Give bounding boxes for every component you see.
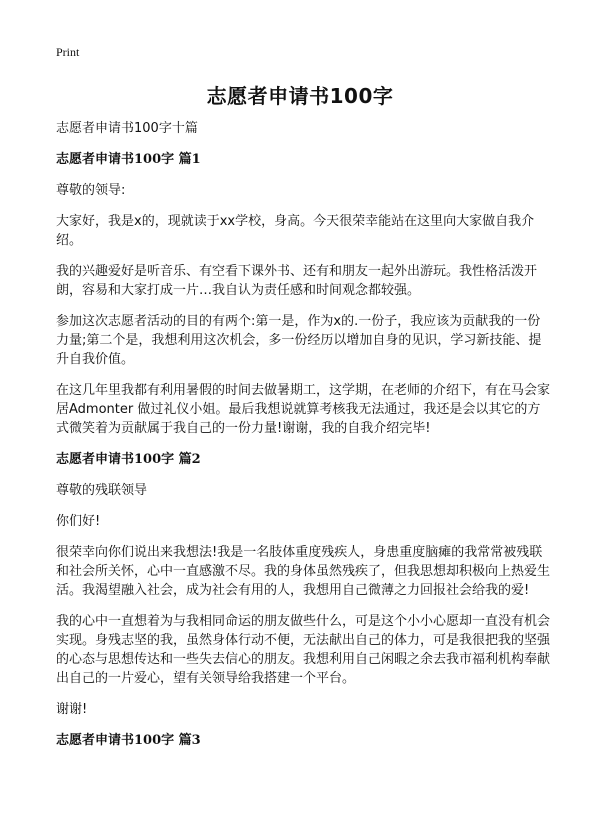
section-1-paragraph: 在这几年里我都有利用暑假的时间去做暑期工，这学期，在老师的介绍下，有在马会家居Admonter 做过礼仪小姐。最后我想说就算考核我无法通过，我还是会以其它的方式微笑着为贡献属于我自己的一份力量!谢谢，我的自我介绍完毕! (56, 383, 551, 436)
section-1-paragraph: 尊敬的领导: (56, 183, 126, 198)
section-2-paragraph: 你们好! (56, 514, 101, 529)
print-label: Print (56, 45, 80, 59)
section-2-paragraph: 我的心中一直想着为与我相同命运的朋友做些什么，可是这个小小心愿却一直没有机会实现。身残志坚的我，虽然身体行动不便，无法献出自己的体力，可是我很把我的坚强的心态与思想传达和一些失去信心的朋友。我想利用自己闲暇之余去我市福利机构奉献出自己的一片爱心，望有关领导给我搭建一个平台。 (56, 614, 551, 686)
section-2-paragraph: 尊敬的残联领导 (56, 483, 148, 498)
section-1-paragraph: 我的兴趣爱好是听音乐、有空看下课外书、还有和朋友一起外出游玩。我性格活泼开朗，容易和大家打成一片…我自认为责任感和时间观念都较强。 (56, 264, 538, 298)
section-2-paragraph: 很荣幸向你们说出来我想法!我是一名肢体重度残疾人，身患重度脑瘫的我常常被残联和社会所关怀，心中一直感激不尽。我的身体虽然残疾了，但我思想却积极向上热爱生活。我渴望融入社会，成为社会有用的人，我想用自己微薄之力回报社会给我的爱! (56, 545, 551, 598)
section-2-paragraph: 谢谢! (56, 702, 88, 717)
section-heading-2: 志愿者申请书100字 篇2 (56, 452, 201, 467)
section-heading-1: 志愿者申请书100字 篇1 (56, 152, 201, 167)
document-body (56, 119, 550, 762)
section-1-paragraph: 大家好，我是x的，现就读于xx学校，身高。今天很荣幸能站在这里向大家做自我介绍。 (56, 214, 535, 248)
section-1-paragraph: 参加这次志愿者活动的目的有两个:第一是，作为x的.一份子，我应该为贡献我的一份力量;第二个是，我想利用这次机会，多一份经历以增加自身的见识，学习新技能、提升自我价值。 (56, 314, 542, 367)
document-subtitle: 志愿者申请书100字十篇 (56, 121, 198, 136)
document-title: 志愿者申请书100字 (206, 84, 394, 108)
section-heading-3: 志愿者申请书100字 篇3 (56, 733, 201, 748)
